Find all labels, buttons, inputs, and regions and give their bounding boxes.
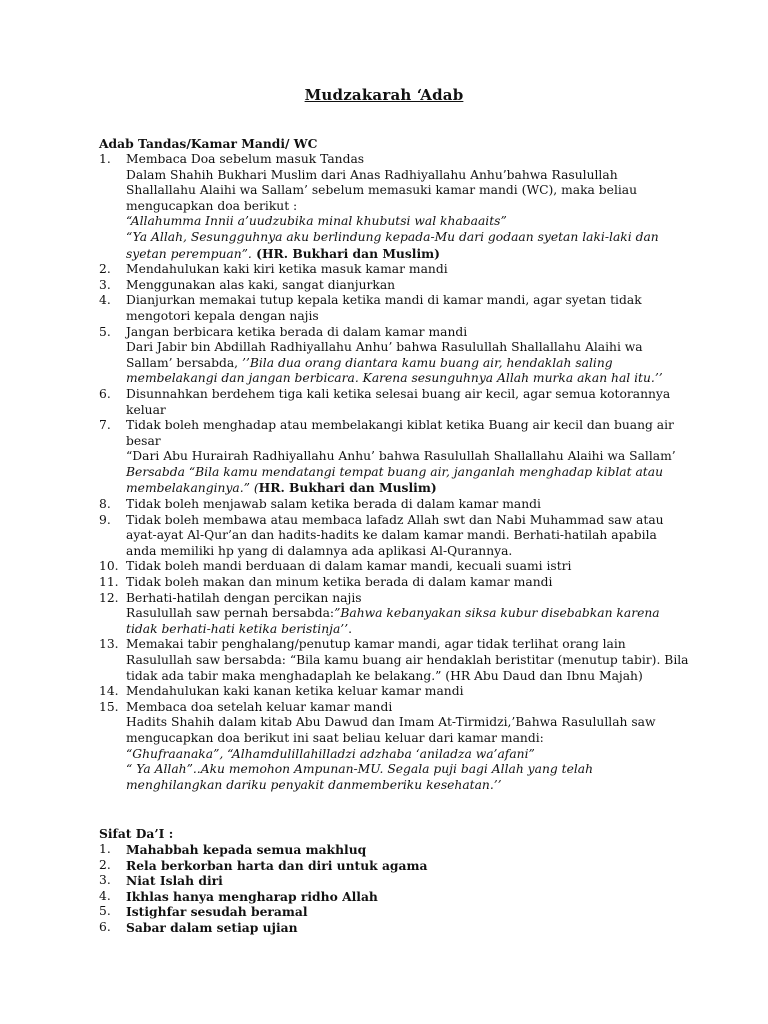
- item-text: Disunnahkan berdehem tiga kali ketika selesai buang air kecil, agar semua kotorannya keluar: [126, 386, 671, 417]
- item-note: [126, 762, 689, 793]
- item-number: 4.: [99, 888, 111, 903]
- note-text: HR. Bukhari dan Muslim): [258, 480, 437, 496]
- adab-heading: Adab Tandas/Kamar Mandi/ WC: [99, 136, 318, 151]
- item-note: [126, 606, 689, 637]
- note-quote: ”Bahwa kebanyakan siksa kubur disebabkan karena tidak berhati-hati ketika beristinja’’: [126, 606, 660, 636]
- item-text: Ikhlas hanya mengharap ridho Allah: [126, 888, 378, 904]
- item-text: Tidak boleh menjawab salam ketika berada di dalam kamar mandi: [126, 497, 541, 512]
- note-text: (HR. Bukhari dan Muslim): [251, 245, 440, 261]
- adab-list: [99, 152, 689, 793]
- list-item: [99, 418, 689, 497]
- item-text: Niat Islah diri: [126, 873, 223, 889]
- item-text: Tidak boleh makan dan minum ketika berada di dalam kamar mandi: [126, 575, 553, 590]
- list-item: [99, 497, 689, 513]
- item-number: 3.: [99, 277, 111, 292]
- item-number: 6.: [99, 919, 111, 934]
- item-text: Jangan berbicara ketika berada di dalam kamar mandi: [126, 324, 468, 339]
- item-number: 2.: [99, 857, 111, 872]
- item-number: 1.: [99, 152, 111, 166]
- item-text: Tidak boleh menghadap atau membelakangi kiblat ketika Buang air kecil dan buang air besar: [126, 418, 674, 448]
- item-text: Tidak boleh mandi berduaan di dalam kamar mandi, kecuali suami istri: [126, 559, 572, 574]
- list-item: [99, 591, 689, 638]
- note-text: Hadits Shahih dalam kitab Abu Dawud dan Imam At-Tirmidzi,’Bahwa Rasulullah saw mengucapkan doa berikut ini saat beliau keluar dari kamar mandi:: [126, 715, 656, 745]
- note-text: Dari Jabir bin Abdillah Radhiyallahu Anhu’ bahwa Rasulullah Shallallahu Alaihi wa Sallam’ bersabda,: [126, 340, 643, 370]
- item-text: Membaca Doa sebelum masuk Tandas: [126, 152, 365, 166]
- item-number: 13.: [99, 637, 119, 652]
- note-quote: “Ghufraanaka”, “Alhamdulillahilladzi adzhaba ‘aniladza wa’afani”: [126, 746, 535, 761]
- list-item: [99, 700, 689, 794]
- item-note: [126, 747, 689, 763]
- list-item: [99, 387, 689, 418]
- list-item: [99, 559, 689, 575]
- item-text: Sabar dalam setiap ujian: [126, 919, 298, 935]
- note-text: Dalam Shahih Bukhari Muslim dari Anas Radhiyallahu Anhu’bahwa Rasulullah Shallallahu Alaihi wa Sallam’ sebelum memasuki kamar mandi (WC), maka beliau mengucapkan doa berikut :: [126, 167, 638, 213]
- item-number: 11.: [99, 575, 119, 590]
- note-quote: “ Ya Allah”..Aku memohon Ampunan-MU. Segala puji bagi Allah yang telah menghilangkan dariku penyakit danmemberiku kesehatan.’’: [126, 762, 594, 792]
- item-number: 4.: [99, 293, 111, 308]
- list-item: [99, 152, 689, 262]
- item-text: Istighfar sesudah beramal: [126, 904, 308, 920]
- item-text: Mahabbah kepada semua makhluq: [126, 842, 367, 857]
- list-item: [99, 575, 689, 591]
- item-number: 2.: [99, 262, 111, 277]
- item-number: 3.: [99, 873, 111, 888]
- list-item: [99, 873, 689, 889]
- item-text: Menggunakan alas kaki, sangat dianjurkan: [126, 277, 396, 292]
- sifat-heading: Sifat Da’I :: [99, 826, 174, 841]
- note-text: “Dari Abu Hurairah Radhiyallahu Anhu’ bahwa Rasulullah Shallallahu Alaihi wa Sallam’: [126, 449, 676, 464]
- page-title: Mudzakarah ‘Adab: [304, 86, 464, 104]
- list-item: [99, 637, 689, 684]
- item-number: 10.: [99, 559, 119, 574]
- note-quote: “Ya Allah, Sesungguhnya aku berlindung kepada-Mu dari godaan syetan laki-laki dan syetan perempuan”.: [126, 229, 659, 261]
- list-item: [99, 325, 689, 387]
- list-item: [99, 858, 689, 874]
- list-item: [99, 904, 689, 920]
- item-number: 7.: [99, 418, 111, 433]
- item-note: [126, 168, 689, 215]
- list-item: [99, 920, 689, 936]
- item-number: 12.: [99, 590, 119, 605]
- item-note: [126, 214, 689, 230]
- item-note: [126, 230, 689, 262]
- item-text: Mendahulukan kaki kanan ketika keluar kamar mandi: [126, 684, 464, 699]
- item-number: 1.: [99, 842, 111, 856]
- item-text: Tidak boleh membawa atau membaca lafadz Allah swt dan Nabi Muhammad saw atau ayat-ayat Al-Qur’an dan hadits-hadits ke dalam kamar mandi. Berhati-hatilah apabila anda memiliki hp yang di dalamnya ada aplikasi Al-Qurannya.: [126, 512, 664, 558]
- item-number: 5.: [99, 904, 111, 919]
- list-item: [99, 684, 689, 700]
- list-item: [99, 293, 689, 324]
- item-note: [126, 715, 689, 746]
- note-quote: ’’Bila dua orang diantara kamu buang air, hendaklah saling membelakangi dan jangan berbicara. Karena sesunguhnya Allah murka akan hal itu.’’: [126, 355, 663, 386]
- list-item: [99, 513, 689, 560]
- item-text: Mendahulukan kaki kiri ketika masuk kamar mandi: [126, 262, 448, 277]
- list-item: [99, 842, 689, 858]
- item-text: Rela berkorban harta dan diri untuk agama: [126, 857, 428, 873]
- sifat-list: [99, 842, 689, 936]
- note-text: Rasulullah saw pernah bersabda:: [126, 606, 335, 621]
- note-text: .: [348, 621, 353, 636]
- item-note: [126, 653, 689, 684]
- list-item: [99, 262, 689, 278]
- item-text: Memakai tabir penghalang/penutup kamar mandi, agar tidak terlihat orang lain: [126, 637, 626, 652]
- item-number: 6.: [99, 386, 111, 401]
- item-note: [126, 340, 689, 387]
- item-text: Dianjurkan memakai tutup kepala ketika mandi di kamar mandi, agar syetan tidak mengotori kepala dengan najis: [126, 293, 642, 323]
- note-quote: “Allahumma Innii a’uudzubika minal khubutsi wal khabaaits”: [126, 214, 507, 229]
- item-note: [126, 449, 689, 497]
- note-text: Rasulullah saw bersabda: “Bila kamu buang air hendaklah beristitar (menutup tabir). Bila tidak ada tabir maka menghadaplah ke belakang.” (HR Abu Daud dan Ibnu Majah): [126, 653, 689, 683]
- item-number: 5.: [99, 324, 111, 339]
- item-text: Berhati-hatilah dengan percikan najis: [126, 590, 362, 605]
- list-item: [99, 889, 689, 905]
- note-quote: Bersabda “Bila kamu mendatangi tempat buang air, janganlah menghadap kiblat atau membelakanginya.” (: [126, 464, 663, 496]
- item-number: 14.: [99, 684, 119, 699]
- item-number: 9.: [99, 512, 111, 527]
- list-item: [99, 278, 689, 294]
- item-number: 8.: [99, 497, 111, 512]
- item-number: 15.: [99, 699, 119, 714]
- item-text: Membaca doa setelah keluar kamar mandi: [126, 699, 393, 714]
